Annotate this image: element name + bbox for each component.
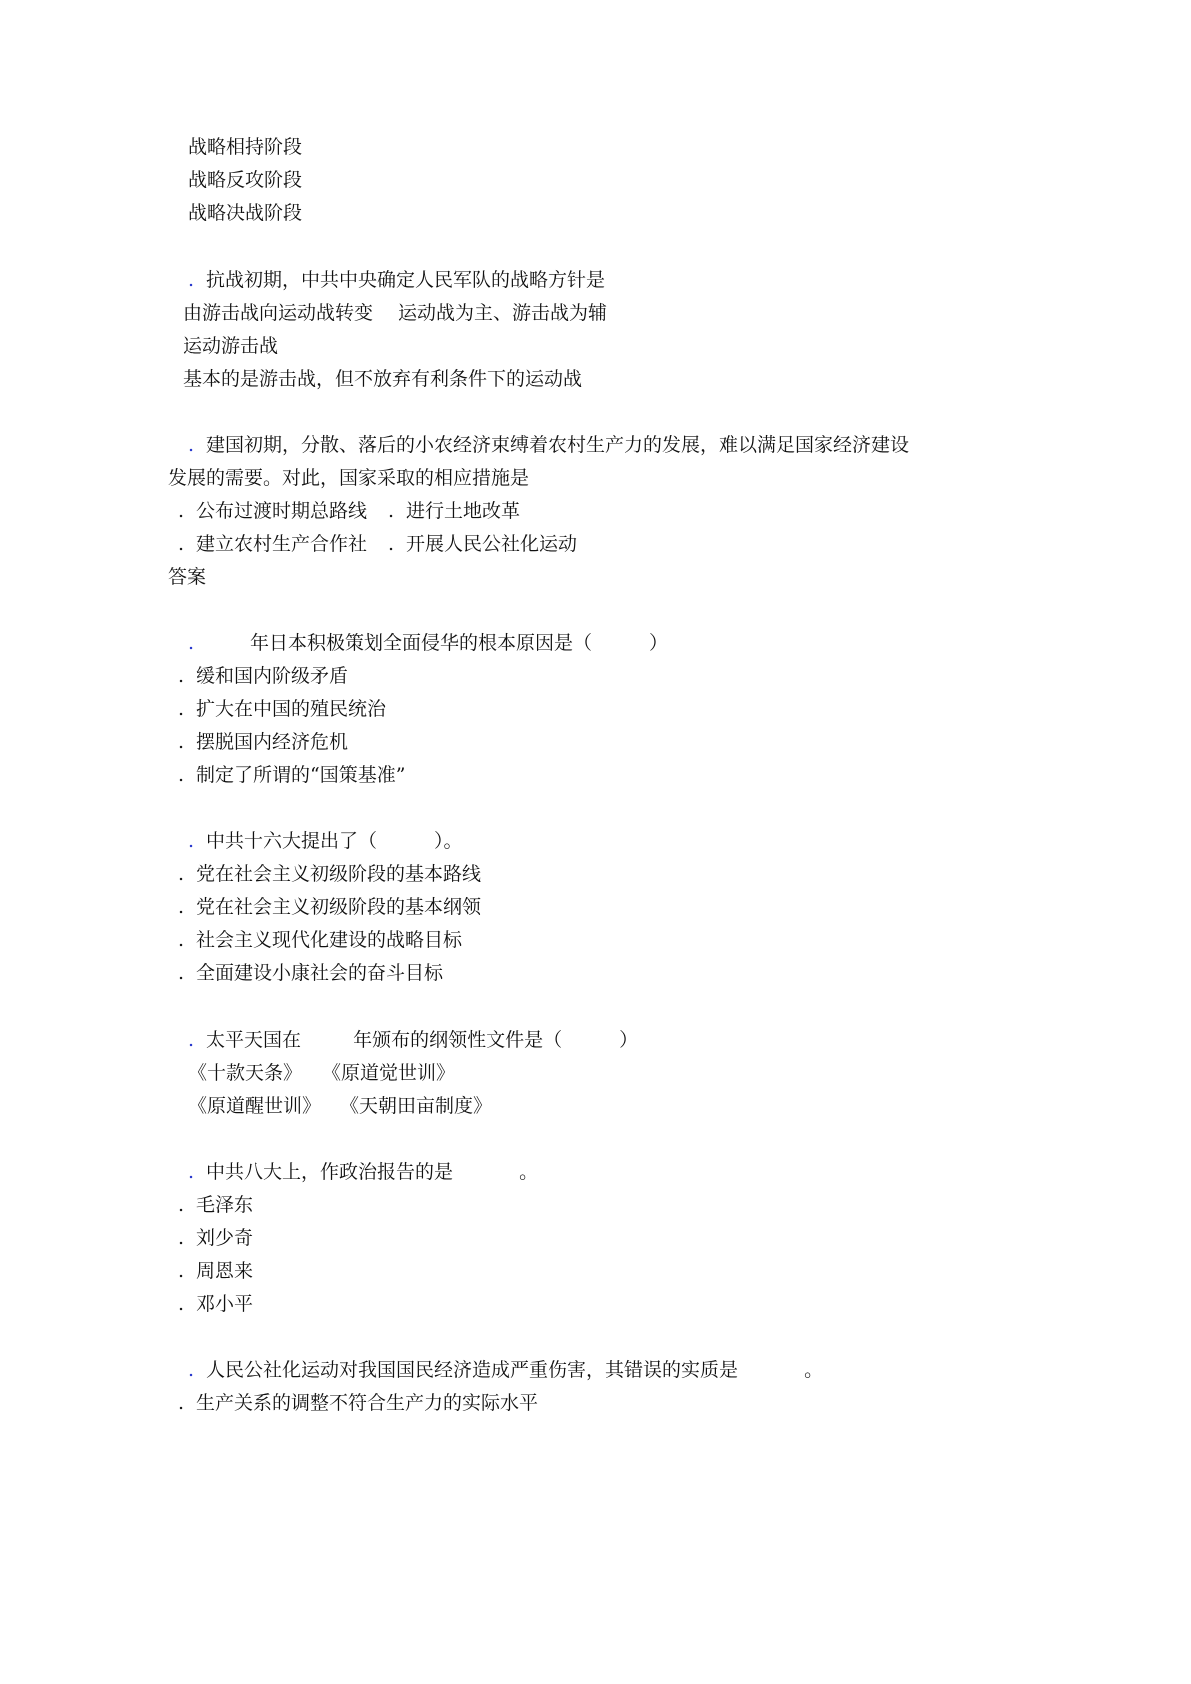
option-marker: .	[178, 665, 185, 687]
option-marker: .	[388, 533, 395, 555]
question-marker: .	[188, 830, 195, 852]
option-row	[388, 499, 520, 523]
option-text: 基本的是游击战，但不放弃有利条件下的运动战	[183, 368, 583, 390]
question-text: 。	[519, 1161, 539, 1183]
option-row	[178, 1391, 538, 1415]
option-text: 战略反攻阶段	[188, 169, 303, 191]
option-text: 《十款天条》	[188, 1062, 303, 1084]
option-row	[178, 763, 405, 787]
option-marker: .	[178, 1293, 185, 1315]
option-row	[178, 1292, 253, 1316]
option-text: 社会主义现代化建设的战略目标	[196, 929, 463, 951]
option-marker: .	[178, 929, 185, 951]
question-text: 年日本积极策划全面侵华的根本原因是（ ）	[250, 632, 669, 654]
option-text: 刘少奇	[196, 1227, 254, 1249]
question-text: 中共十六大提出了（ ）。	[206, 830, 463, 852]
option-row	[178, 697, 386, 721]
answer-label: 答案	[168, 566, 207, 588]
option-marker: .	[178, 1260, 185, 1282]
option-text: 战略相持阶段	[188, 136, 303, 158]
question-text: 人民公社化运动对我国国民经济造成严重伤害，其错误的实质是	[206, 1359, 739, 1381]
option-text: 毛泽东	[196, 1194, 254, 1216]
option-text: 生产关系的调整不符合生产力的实际水平	[196, 1392, 539, 1414]
question-stem	[188, 1160, 538, 1184]
option-row	[178, 499, 367, 523]
option-row	[178, 1226, 253, 1250]
option-marker: .	[178, 863, 185, 885]
option-row	[178, 895, 481, 919]
option-text: 《天朝田亩制度》	[340, 1095, 493, 1117]
question-marker: .	[188, 1029, 195, 1051]
option-row	[178, 730, 348, 754]
option-text: 开展人民公社化运动	[406, 533, 578, 555]
option-text: 战略决战阶段	[188, 202, 303, 224]
question-marker: .	[188, 434, 195, 456]
option-marker: .	[178, 533, 185, 555]
option-text: 公布过渡时期总路线	[196, 500, 368, 522]
question-text: 建国初期，分散、落后的小农经济束缚着农村生产力的发展，难以满足国家经济建设	[206, 434, 910, 456]
question-text: 发展的需要。对此，国家采取的相应措施是	[168, 467, 530, 489]
option-text: 《原道觉世训》	[322, 1062, 456, 1084]
option-marker: .	[178, 500, 185, 522]
option-text: 周恩来	[196, 1260, 254, 1282]
option-text: 摆脱国内经济危机	[196, 731, 349, 753]
option-text: 邓小平	[196, 1293, 254, 1315]
question-stem	[188, 268, 605, 292]
option-text: 党在社会主义初级阶段的基本纲领	[196, 896, 482, 918]
option-marker: .	[388, 500, 395, 522]
question-stem	[188, 829, 463, 853]
option-marker: .	[178, 764, 185, 786]
question-text: 年颁布的纲领性文件是（ ）	[353, 1029, 639, 1051]
option-marker: .	[178, 896, 185, 918]
option-text: 运动游击战	[183, 335, 279, 357]
option-row	[178, 1193, 253, 1217]
question-text: 。	[804, 1359, 824, 1381]
question-stem	[188, 433, 909, 457]
question-stem	[188, 631, 668, 655]
option-text: 《原道醒世训》	[188, 1095, 322, 1117]
option-text: 建立农村生产合作社	[196, 533, 368, 555]
question-marker: .	[188, 269, 195, 291]
option-marker: .	[178, 731, 185, 753]
option-text: 党在社会主义初级阶段的基本路线	[196, 863, 482, 885]
option-row	[178, 928, 462, 952]
question-stem	[188, 1358, 823, 1382]
option-text: 全面建设小康社会的奋斗目标	[196, 962, 444, 984]
question-text: 太平天国在	[206, 1029, 302, 1051]
question-marker: .	[188, 1359, 195, 1381]
option-row	[178, 961, 443, 985]
option-text: 缓和国内阶级矛盾	[196, 665, 349, 687]
question-marker: .	[188, 1161, 195, 1183]
option-row	[178, 1259, 253, 1283]
option-text: 由游击战向运动战转变	[183, 302, 374, 324]
option-row	[178, 862, 481, 886]
option-marker: .	[178, 1194, 185, 1216]
option-text: 扩大在中国的殖民统治	[196, 698, 387, 720]
option-marker: .	[178, 1227, 185, 1249]
question-marker: .	[188, 632, 195, 654]
option-row	[178, 532, 367, 556]
option-text: 制定了所谓的“国策基准”	[196, 764, 406, 786]
question-text: 抗战初期，中共中央确定人民军队的战略方针是	[206, 269, 606, 291]
option-row	[388, 532, 577, 556]
question-stem	[188, 1028, 638, 1052]
option-marker: .	[178, 1392, 185, 1414]
option-marker: .	[178, 962, 185, 984]
option-marker: .	[178, 698, 185, 720]
option-text: 运动战为主、游击战为辅	[398, 302, 608, 324]
option-row	[178, 664, 348, 688]
option-text: 进行土地改革	[406, 500, 521, 522]
question-text: 中共八大上，作政治报告的是	[206, 1161, 454, 1183]
